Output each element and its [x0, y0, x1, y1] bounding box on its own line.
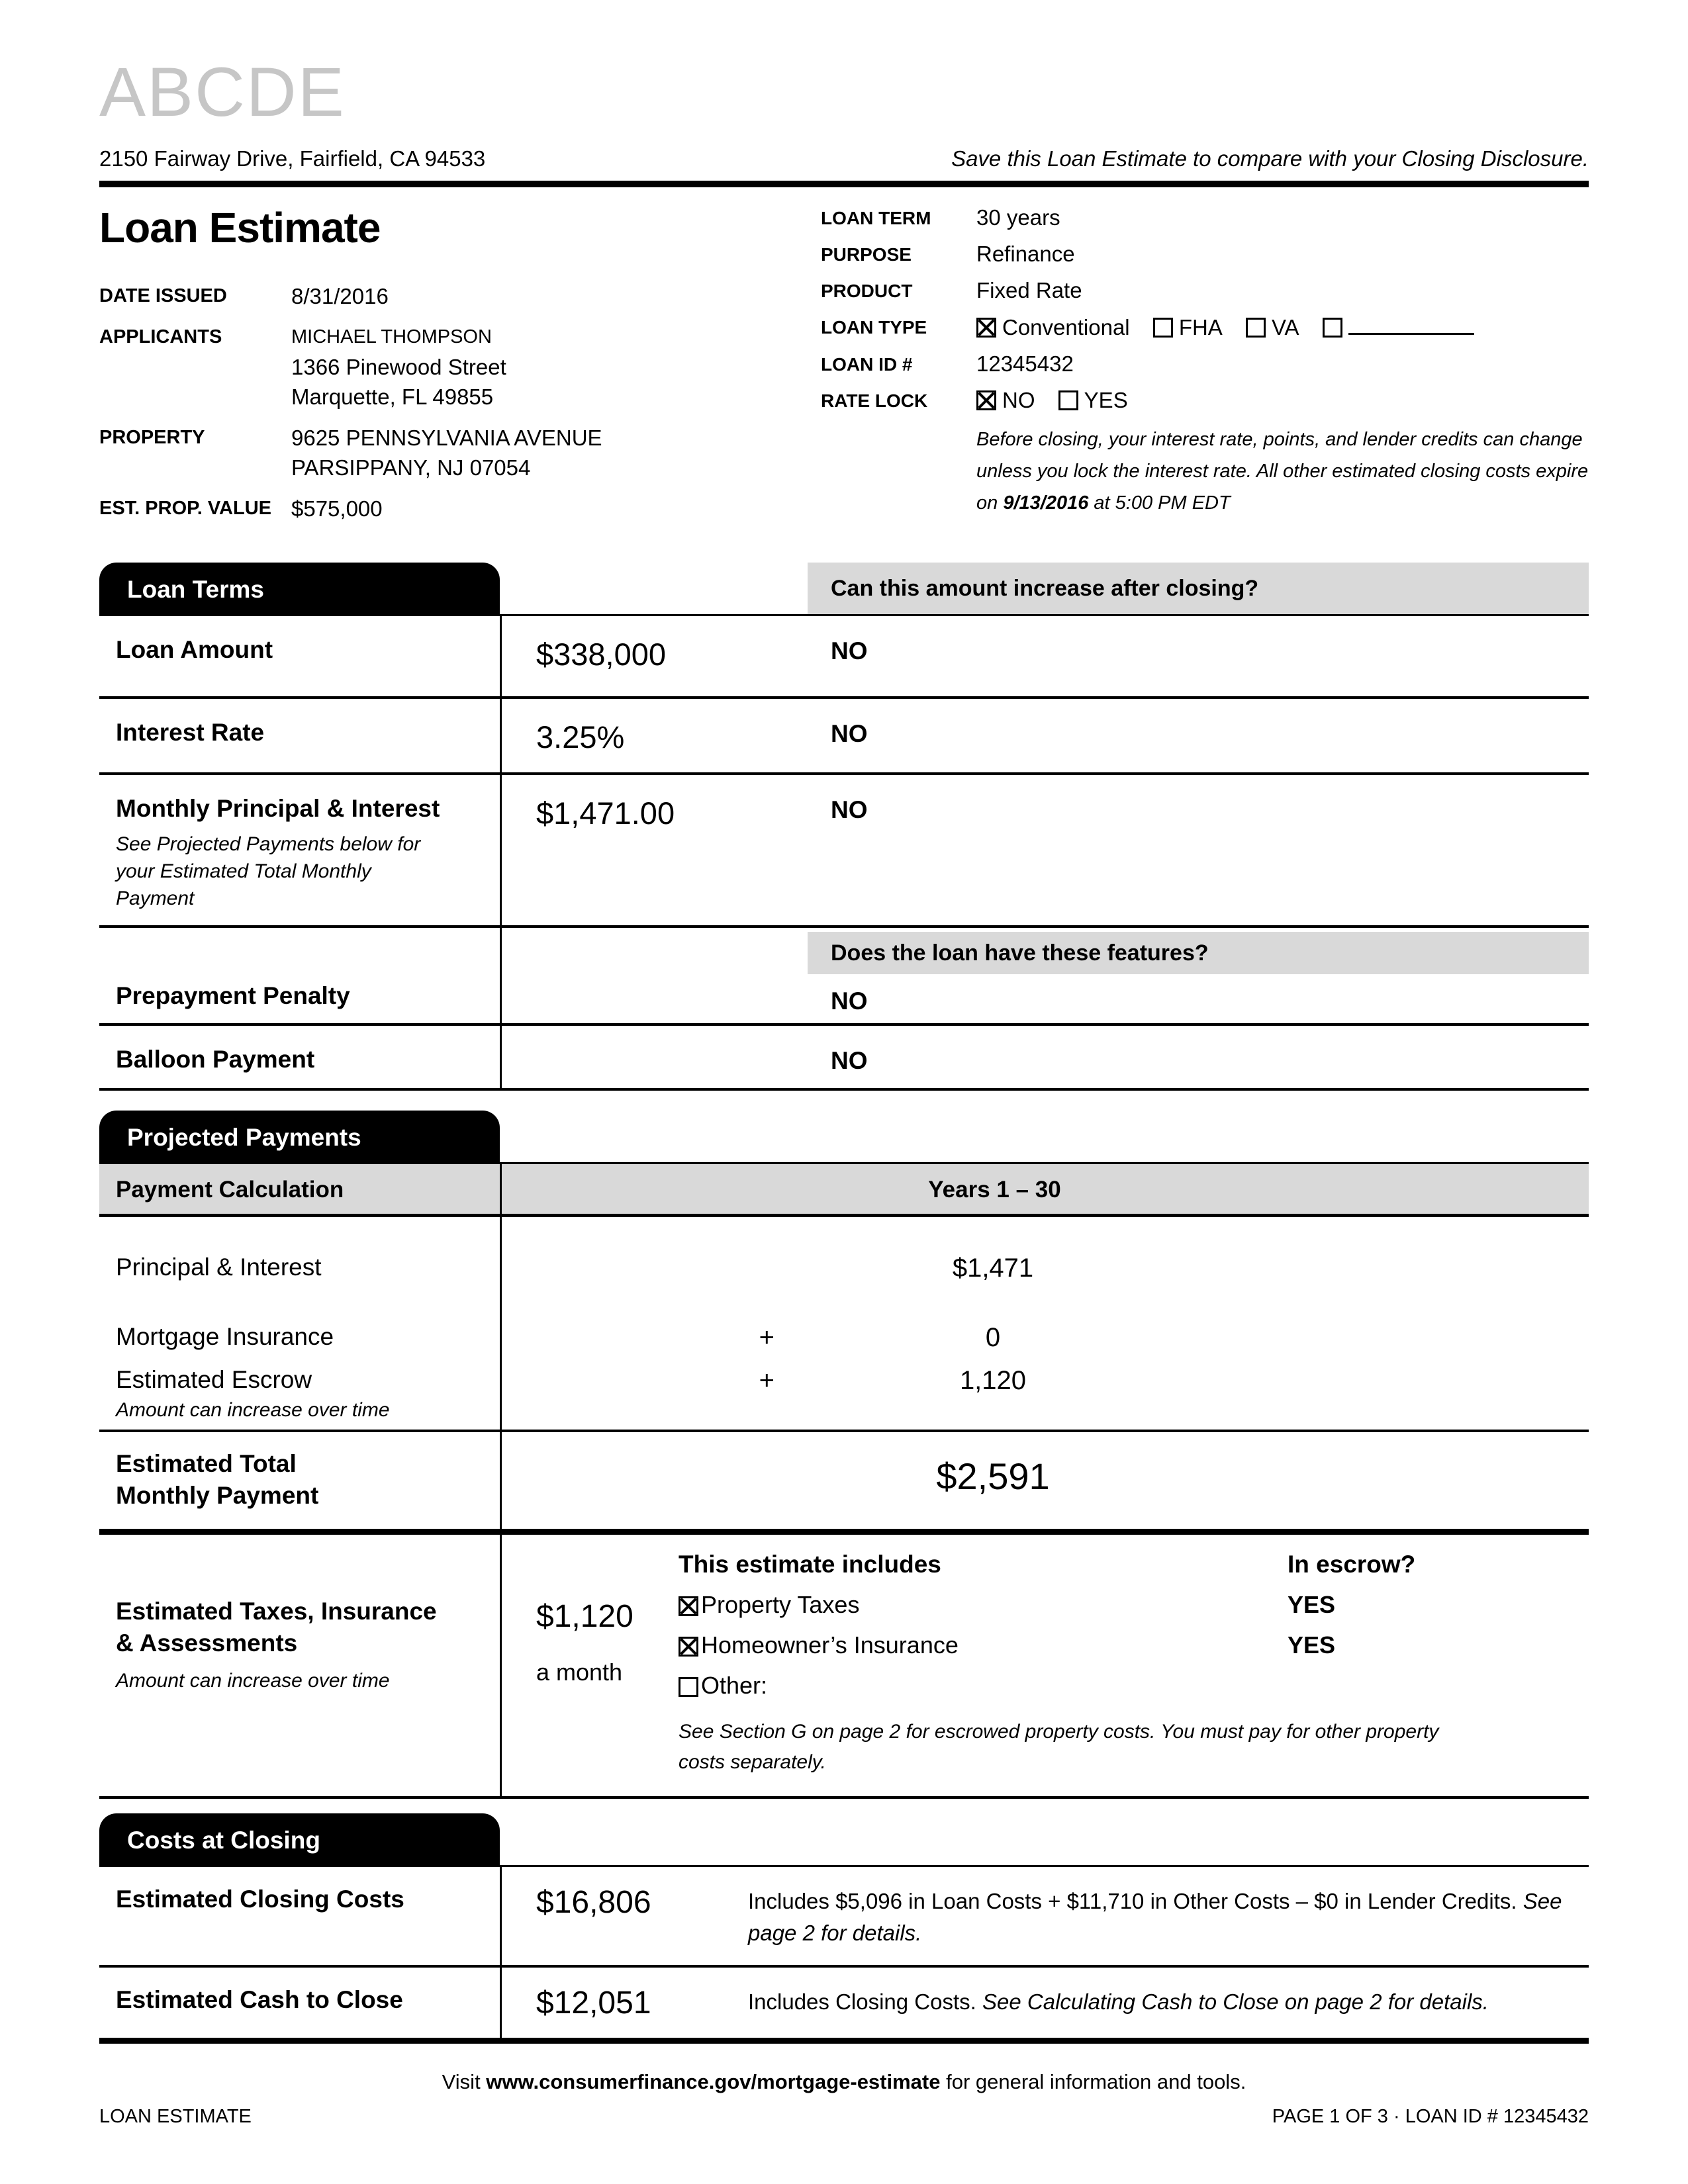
- table-row: [99, 1323, 1589, 1353]
- checkbox-va-icon: [1246, 318, 1266, 338]
- loan-type-options: [976, 314, 1491, 341]
- product-label: PRODUCT: [821, 281, 913, 302]
- estimated-escrow-label: Estimated Escrow Amount can increase over time: [99, 1366, 500, 1422]
- lender-address: 2150 Fairway Drive, Fairfield, CA 94533: [99, 146, 486, 171]
- section-g-footnote: See Section G on page 2 for escrowed property costs. You must pay for other property costs separately.: [679, 1721, 1439, 1774]
- rate-lock-row: [821, 387, 1589, 414]
- homeowners-insurance-item: Homeowner’s Insurance: [679, 1631, 1288, 1659]
- payment-calculation-label: Payment Calculation: [116, 1177, 344, 1203]
- loan-terms-header-band: [99, 563, 1589, 614]
- property-line1: 9625 PENNSYLVANIA AVENUE: [291, 426, 602, 451]
- checkbox-other-icon: [679, 1677, 698, 1697]
- checkbox-rate-lock-yes-icon: [1058, 390, 1078, 410]
- estimated-closing-costs-desc: Includes $5,096 in Loan Costs + $11,710 in Other Costs – $0 in Lender Credits. See page 2 for details.: [748, 1889, 1562, 1946]
- estimated-closing-costs-value: $16,806: [536, 1885, 651, 1921]
- estimated-taxes-amount-cell: [500, 1535, 679, 1778]
- doc-label: LOAN ESTIMATE: [99, 2106, 252, 2127]
- prepayment-penalty-answer-text: NO: [831, 987, 868, 1015]
- estimated-cash-to-close-value: $12,051: [536, 1985, 651, 2021]
- loan-amount-answer: NO: [831, 637, 868, 665]
- estimated-escrow-operator: +: [759, 1366, 774, 1396]
- loan-type-row: [821, 314, 1589, 341]
- checkbox-homeowners-insurance-icon: [679, 1637, 698, 1657]
- projected-payments-table: [99, 1162, 1589, 1799]
- loan-type-option-conventional: Conventional: [976, 315, 1130, 340]
- estimated-taxes-note: Amount can increase over time: [116, 1670, 390, 1692]
- list-item: [679, 1631, 1589, 1659]
- property-row: [99, 423, 821, 482]
- balloon-payment-label: Balloon Payment: [116, 1046, 315, 1073]
- header-row: [99, 146, 1589, 171]
- purpose-row: [821, 241, 1589, 267]
- prepayment-penalty-answer: [808, 928, 1589, 1023]
- estimated-taxes-period: a month: [536, 1659, 623, 1686]
- visit-line: Visit www.consumerfinance.gov/mortgage-estimate for general information and tools.: [442, 2070, 1246, 2093]
- rate-lock-options: [976, 387, 1145, 414]
- other-escrow: [1288, 1672, 1589, 1700]
- mortgage-insurance-label: Mortgage Insurance: [116, 1323, 334, 1351]
- loan-type-option-va: VA: [1246, 315, 1299, 340]
- estimated-escrow-value: 1,120: [959, 1366, 1027, 1396]
- estimated-total-row: [99, 1432, 1589, 1535]
- applicants-value: [291, 322, 506, 412]
- monthly-pi-answer: NO: [831, 796, 868, 824]
- info-block: [99, 203, 1589, 535]
- prepayment-penalty-value: [500, 928, 808, 1023]
- date-issued-row: [99, 281, 821, 311]
- costs-at-closing-tab: Costs at Closing: [99, 1813, 500, 1865]
- save-note: Save this Loan Estimate to compare with your Closing Disclosure.: [951, 146, 1589, 171]
- loan-terms-table: [99, 614, 1589, 1091]
- rate-lock-option-yes: YES: [1058, 388, 1128, 412]
- loan-type-label: LOAN TYPE: [821, 317, 927, 338]
- balloon-payment-value: [500, 1026, 808, 1088]
- payment-components: [99, 1217, 1589, 1432]
- projected-payments-section: [99, 1111, 1589, 1799]
- checkbox-conventional-icon: [976, 318, 996, 338]
- interest-rate-answer: NO: [831, 720, 868, 748]
- estimated-closing-costs-label: Estimated Closing Costs: [116, 1886, 404, 1913]
- cfpb-url: www.consumerfinance.gov/mortgage-estimate: [486, 2070, 941, 2093]
- date-issued-label: DATE ISSUED: [99, 285, 227, 307]
- principal-interest-operator: [500, 1253, 808, 1283]
- balloon-payment-answer: NO: [831, 1047, 868, 1075]
- loan-terms-section: [99, 563, 1589, 1091]
- prepayment-penalty-label: Prepayment Penalty: [116, 982, 350, 1010]
- est-prop-value: $575,000: [291, 496, 383, 522]
- other-item: Other:: [679, 1672, 1288, 1700]
- loan-id-label: LOAN ID #: [821, 354, 913, 375]
- loan-term-row: [821, 205, 1589, 231]
- costs-at-closing-table: [99, 1865, 1589, 2044]
- loan-type-option-fha: FHA: [1153, 315, 1223, 340]
- estimated-escrow-note: Amount can increase over time: [116, 1399, 390, 1422]
- page-label: PAGE 1 OF 3 · LOAN ID # 12345432: [1272, 2106, 1589, 2127]
- loan-id-row: [821, 351, 1589, 377]
- table-row: [99, 616, 1589, 699]
- applicants-label: APPLICANTS: [99, 326, 222, 348]
- checkbox-fha-icon: [1153, 318, 1173, 338]
- estimated-taxes-label: Estimated Taxes, Insurance & Assessments Amount can increase over time: [99, 1535, 500, 1778]
- checkbox-other-loan-type-icon: [1323, 318, 1342, 338]
- monthly-pi-note: See Projected Payments below for your Estimated Total Monthly Payment: [116, 833, 421, 910]
- loan-amount-label: Loan Amount: [116, 636, 273, 664]
- applicant-name: MICHAEL THOMPSON: [291, 326, 492, 348]
- est-prop-value-row: [99, 494, 821, 523]
- rate-lock-option-no: NO: [976, 388, 1035, 412]
- property-taxes-escrow: YES: [1288, 1591, 1336, 1619]
- product-value: Fixed Rate: [976, 278, 1082, 303]
- rate-lock-note: Before closing, your interest rate, points, and lender credits can change unless you lock the interest rate. All other estimated closing costs expire on 9/13/2016 at 5:00 PM EDT: [976, 429, 1589, 514]
- mortgage-insurance-value: 0: [985, 1323, 1001, 1353]
- footer: [99, 2070, 1589, 2128]
- purpose-label: PURPOSE: [821, 244, 912, 265]
- purpose-value: Refinance: [976, 242, 1075, 267]
- applicant-address-line2: Marquette, FL 49855: [291, 385, 494, 410]
- property-value: [291, 423, 602, 482]
- projected-payments-tab: Projected Payments: [99, 1111, 500, 1162]
- loan-type-blank-line: [1348, 314, 1474, 335]
- rate-lock-expiry-date: 9/13/2016: [1003, 492, 1089, 514]
- interest-rate-label: Interest Rate: [116, 719, 265, 747]
- property-line2: PARSIPPANY, NJ 07054: [291, 455, 531, 480]
- loan-term-value: 30 years: [976, 205, 1060, 230]
- property-label: PROPERTY: [99, 427, 205, 449]
- page-title: Loan Estimate: [99, 204, 381, 252]
- info-left: [99, 203, 821, 535]
- est-prop-value-label: EST. PROP. VALUE: [99, 498, 271, 520]
- header-divider: [99, 181, 1589, 187]
- lender-logo: ABCDE: [99, 54, 346, 131]
- features-question-header: Does the loan have these features?: [808, 932, 1589, 974]
- estimated-total-value: $2,591: [936, 1455, 1050, 1498]
- issue-meta: [99, 281, 821, 523]
- in-escrow-header: In escrow?: [1288, 1551, 1416, 1578]
- years-header: Years 1 – 30: [928, 1177, 1061, 1203]
- table-row: [99, 775, 1589, 928]
- estimate-includes-header: This estimate includes: [679, 1551, 941, 1578]
- principal-interest-label: Principal & Interest: [116, 1253, 322, 1281]
- loan-amount-value: $338,000: [536, 637, 667, 672]
- applicants-row: [99, 322, 821, 412]
- table-row: [99, 699, 1589, 775]
- loan-terms-band-spacer: [500, 563, 808, 614]
- principal-interest-value: $1,471: [952, 1253, 1034, 1283]
- increase-question-header: Can this amount increase after closing?: [808, 563, 1589, 614]
- mortgage-insurance-operator: +: [759, 1323, 774, 1353]
- table-row: [99, 1366, 1589, 1422]
- list-item: [679, 1672, 1589, 1700]
- estimated-cash-to-close-label: Estimated Cash to Close: [116, 1986, 403, 2014]
- monthly-pi-value: $1,471.00: [536, 796, 675, 831]
- product-row: [821, 277, 1589, 304]
- table-row: [99, 1968, 1589, 2044]
- estimated-cash-to-close-desc: Includes Closing Costs. See Calculating Cash to Close on page 2 for details.: [748, 1989, 1489, 2015]
- payment-calculation-header-row: [99, 1164, 1589, 1217]
- rate-lock-label: RATE LOCK: [821, 390, 928, 412]
- footer-row: [99, 2106, 1589, 2128]
- checkbox-rate-lock-no-icon: [976, 390, 996, 410]
- loan-terms-tab: Loan Terms: [99, 563, 500, 614]
- table-row: [99, 1253, 1589, 1283]
- table-row: [99, 1026, 1589, 1091]
- costs-at-closing-section: [99, 1813, 1589, 2044]
- info-right: [821, 203, 1589, 535]
- applicant-address-line1: 1366 Pinewood Street: [291, 355, 506, 380]
- loan-id-value: 12345432: [976, 351, 1074, 377]
- estimated-total-label: Estimated Total Monthly Payment: [116, 1450, 319, 1510]
- table-row: [99, 1867, 1589, 1968]
- estimated-taxes-row: [99, 1535, 1589, 1799]
- list-item: [679, 1591, 1589, 1619]
- monthly-pi-label: Monthly Principal & Interest See Projected Payments below for your Estimated Total Monthly Payment: [99, 775, 500, 925]
- interest-rate-value: 3.25%: [536, 719, 625, 755]
- checkbox-property-taxes-icon: [679, 1596, 698, 1616]
- date-issued-value: 8/31/2016: [291, 284, 389, 309]
- homeowners-insurance-escrow: YES: [1288, 1631, 1336, 1659]
- property-taxes-item: Property Taxes: [679, 1591, 1288, 1619]
- loan-type-option-other: [1323, 315, 1474, 340]
- estimate-includes-details: [679, 1535, 1589, 1778]
- loan-term-label: LOAN TERM: [821, 208, 931, 229]
- table-row: [99, 928, 1589, 1026]
- estimated-taxes-amount: $1,120: [536, 1599, 633, 1635]
